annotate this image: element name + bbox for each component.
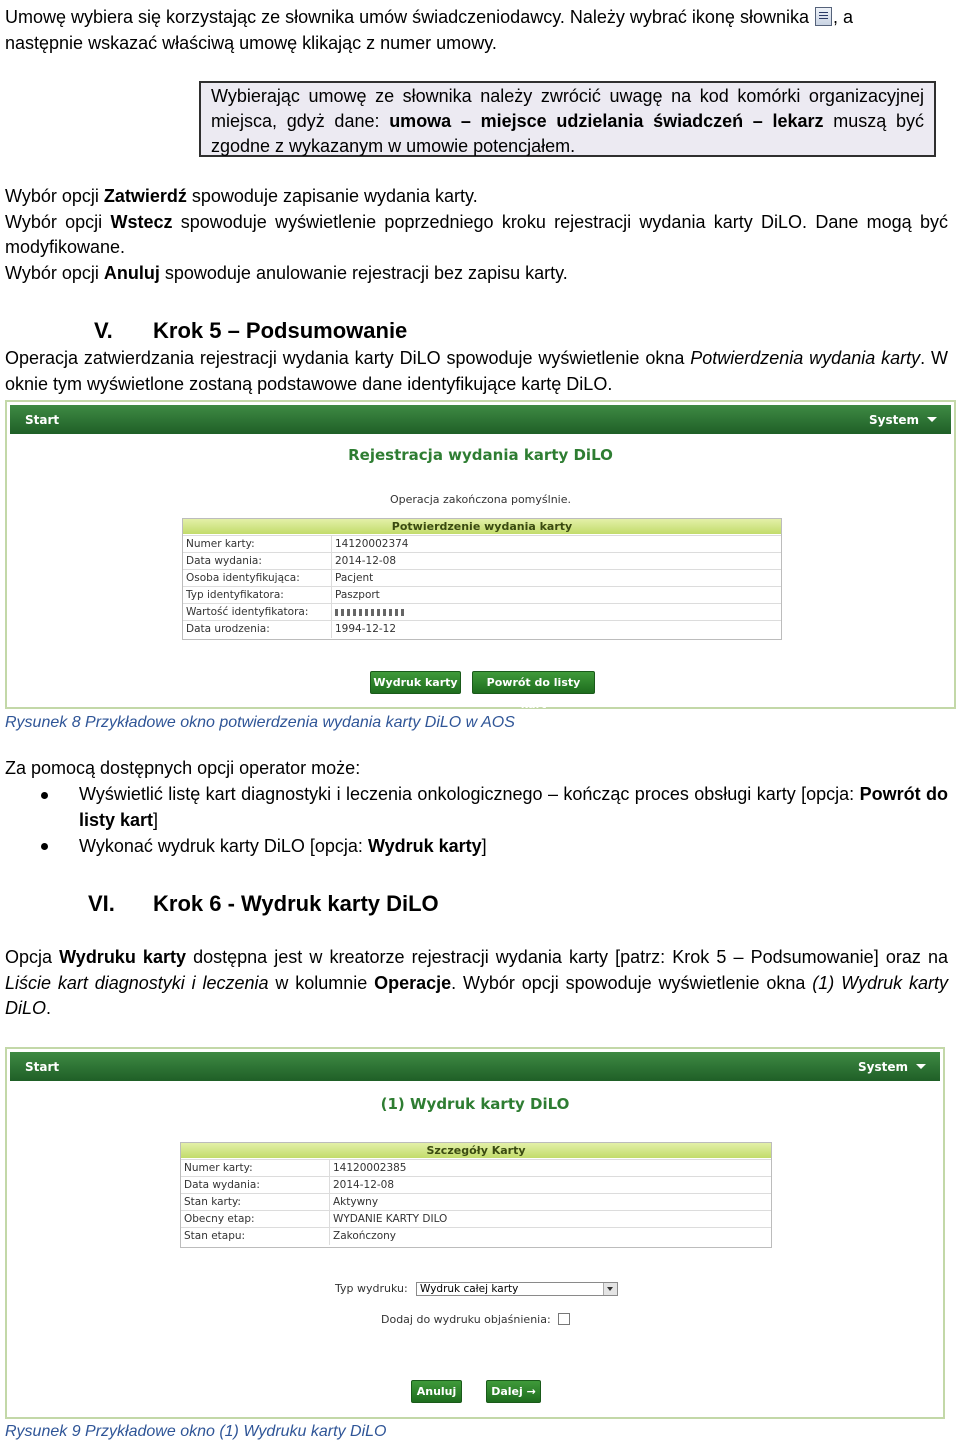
row-label: Numer karty: xyxy=(184,1162,253,1174)
s6-t6: Operacje xyxy=(374,972,452,993)
section6-number: VI. xyxy=(88,891,115,916)
table-header: Szczegóły Karty xyxy=(181,1143,771,1158)
row-label: Typ identyfikatora: xyxy=(186,589,284,601)
ops-item-2-end: ] xyxy=(481,836,487,856)
next-button[interactable]: Dalej → xyxy=(486,1380,541,1403)
row-value: WYDANIE KARTY DILO xyxy=(333,1213,448,1225)
option-confirm-text: Wybór opcji xyxy=(5,186,104,206)
table-row xyxy=(183,552,781,570)
note-bold: umowa – miejsce udzielania świadczeń – lekarz xyxy=(389,111,824,131)
row-value: 14120002374 xyxy=(335,538,409,550)
ops-item-1 xyxy=(79,782,948,833)
s6-t5: w kolumnie xyxy=(268,972,375,993)
table-row xyxy=(183,569,781,587)
option-cancel-text-end: spowoduje anulowanie rejestracji bez zapisu karty. xyxy=(159,262,568,283)
table-row xyxy=(183,620,781,638)
ops-item-2-bold: Wydruk karty xyxy=(367,836,482,856)
ops-item-2-text: Wykonać wydruk karty DiLO [opcja: xyxy=(79,836,368,856)
row-value: Pacjent xyxy=(335,572,374,584)
success-message: Operacja zakończona pomyślnie. xyxy=(390,493,571,506)
screenshot-confirmation xyxy=(5,400,956,709)
ops-item-1-end: ] xyxy=(153,809,159,830)
ops-item-1-text: Wyświetlić listę kart diagnostyki i leczenia onkologicznego – kończąc proces obsługi karty [opcja: xyxy=(79,784,860,804)
row-label: Wartość identyfikatora: xyxy=(186,606,309,618)
row-label: Data wydania: xyxy=(184,1179,260,1191)
row-value: Aktywny xyxy=(333,1196,379,1208)
ops-item-1-bold: Powrót do listy kart xyxy=(79,784,948,830)
bullet-icon xyxy=(41,792,48,799)
redacted-value xyxy=(335,609,405,616)
bullet-icon xyxy=(41,843,48,850)
start-link[interactable]: Start xyxy=(25,1060,60,1074)
table-row xyxy=(183,535,781,553)
row-label: Numer karty: xyxy=(186,538,255,550)
s6-t7: . Wybór opcji spowoduje wyświetlenie okna xyxy=(451,972,813,993)
s6-t8: (1) Wydruk karty DiLO xyxy=(5,972,948,1018)
intro-paragraph xyxy=(5,5,948,56)
s6-t3: dostępna jest w kreatorze rejestracji wydania karty [patrz: Krok 5 – Podsumowanie] oraz na xyxy=(185,947,948,967)
section5-text-a: Operacja zatwierdzania rejestracji wydania karty DiLO spowoduje wyświetlenie okna xyxy=(5,348,691,368)
s6-t9: . xyxy=(46,998,52,1018)
print-type-label: Typ wydruku: xyxy=(335,1282,408,1295)
table-row xyxy=(181,1193,771,1211)
back-to-list-button[interactable]: Powrót do listy kart xyxy=(472,671,595,694)
row-value: 2014-12-08 xyxy=(333,1179,395,1191)
window-title: (1) Wydruk karty DiLO xyxy=(380,1095,570,1113)
window-title: Rejestracja wydania karty DiLO xyxy=(348,446,613,464)
option-cancel xyxy=(5,261,948,287)
row-label: Stan etapu: xyxy=(184,1230,246,1242)
row-value: Paszport xyxy=(335,589,380,601)
row-label: Stan karty: xyxy=(184,1196,241,1208)
print-card-button[interactable]: Wydruk karty xyxy=(370,671,461,694)
top-bar xyxy=(10,1052,940,1081)
intro-text-2: następnie wskazać właściwą umowę klikając z numer umowy. xyxy=(5,32,497,53)
option-back xyxy=(5,210,948,261)
figure-caption-8: Rysunek 8 Przykładowe okno potwierdzenia wydania karty DiLO w AOS xyxy=(5,714,515,731)
print-type-value: Wydruk całej karty xyxy=(420,1283,519,1295)
row-value: 14120002385 xyxy=(333,1162,407,1174)
ops-intro: Za pomocą dostępnych opcji operator może: xyxy=(5,758,361,778)
option-cancel-bold: Anuluj xyxy=(103,262,160,283)
screenshot-print xyxy=(5,1047,945,1419)
row-value: 1994-12-12 xyxy=(335,623,397,635)
note-box xyxy=(199,81,936,157)
s6-t4: Liście kart diagnostyki i leczenia xyxy=(5,972,269,993)
chevron-down-icon xyxy=(603,1283,617,1295)
print-type-select[interactable] xyxy=(416,1282,618,1296)
option-back-text: Wybór opcji xyxy=(5,211,111,232)
option-back-bold: Wstecz xyxy=(110,211,173,232)
add-explanations-checkbox[interactable] xyxy=(558,1313,570,1325)
intro-text-1b: , a xyxy=(833,7,854,27)
s6-t2: Wydruku karty xyxy=(59,947,186,967)
section5-title: Krok 5 – Podsumowanie xyxy=(153,318,408,343)
confirmation-table xyxy=(182,518,782,640)
row-value: Zakończony xyxy=(333,1230,396,1242)
add-explanations-label: Dodaj do wydruku objaśnienia: xyxy=(381,1313,551,1326)
section5-text-italic: Potwierdzenia wydania karty xyxy=(690,348,921,368)
intro-text-1: Umowę wybiera się korzystając ze słownika umów świadczeniodawcy. Należy wybrać ikonę słownika xyxy=(5,7,809,27)
section5-text xyxy=(5,346,948,397)
dictionary-icon xyxy=(815,7,832,26)
row-value: 2014-12-08 xyxy=(335,555,397,567)
top-bar xyxy=(10,405,951,434)
option-cancel-text: Wybór opcji xyxy=(5,262,104,283)
cancel-button[interactable]: Anuluj xyxy=(411,1380,462,1403)
section6-text xyxy=(5,945,948,1022)
section6-title: Krok 6 - Wydruk karty DiLO xyxy=(153,891,439,916)
option-back-text-end: spowoduje wyświetlenie poprzedniego kroku rejestracji wydania karty DiLO. Dane mogą być modyfikowane. xyxy=(5,211,948,257)
option-confirm-text-end: spowoduje zapisanie wydania karty. xyxy=(186,186,478,206)
table-row xyxy=(183,586,781,604)
row-label: Data wydania: xyxy=(186,555,262,567)
section5-text-b: . W oknie tym wyświetlone zostaną podstawowe dane identyfikujące kartę DiLO. xyxy=(5,348,948,394)
table-row xyxy=(181,1227,771,1245)
table-row xyxy=(181,1159,771,1177)
option-confirm-bold: Zatwierdź xyxy=(103,186,187,206)
note-text-a: Wybierając umowę ze słownika należy zwrócić uwagę na kod komórki organizacyjnej miejsca, gdyż dane: xyxy=(211,86,924,131)
system-menu[interactable]: System xyxy=(869,413,937,427)
table-row xyxy=(181,1210,771,1228)
table-row xyxy=(181,1176,771,1194)
note-text-b: muszą być zgodne z wykazanym w umowie potencjałem. xyxy=(211,111,924,156)
start-link[interactable]: Start xyxy=(25,413,60,427)
options-paragraphs xyxy=(5,184,948,286)
row-label: Obecny etap: xyxy=(184,1213,255,1225)
option-confirm xyxy=(5,184,948,210)
ops-item-2 xyxy=(79,834,948,860)
table-row xyxy=(183,603,781,621)
row-label: Osoba identyfikująca: xyxy=(186,572,300,584)
row-label: Data urodzenia: xyxy=(186,623,270,635)
card-details-table xyxy=(180,1142,772,1248)
figure-caption-9: Rysunek 9 Przykładowe okno (1) Wydruku karty DiLO xyxy=(5,1423,387,1440)
section5-number: V. xyxy=(94,318,113,343)
system-menu[interactable]: System xyxy=(858,1060,926,1074)
table-header: Potwierdzenie wydania karty xyxy=(183,519,781,534)
s6-t1: Opcja xyxy=(5,947,60,967)
